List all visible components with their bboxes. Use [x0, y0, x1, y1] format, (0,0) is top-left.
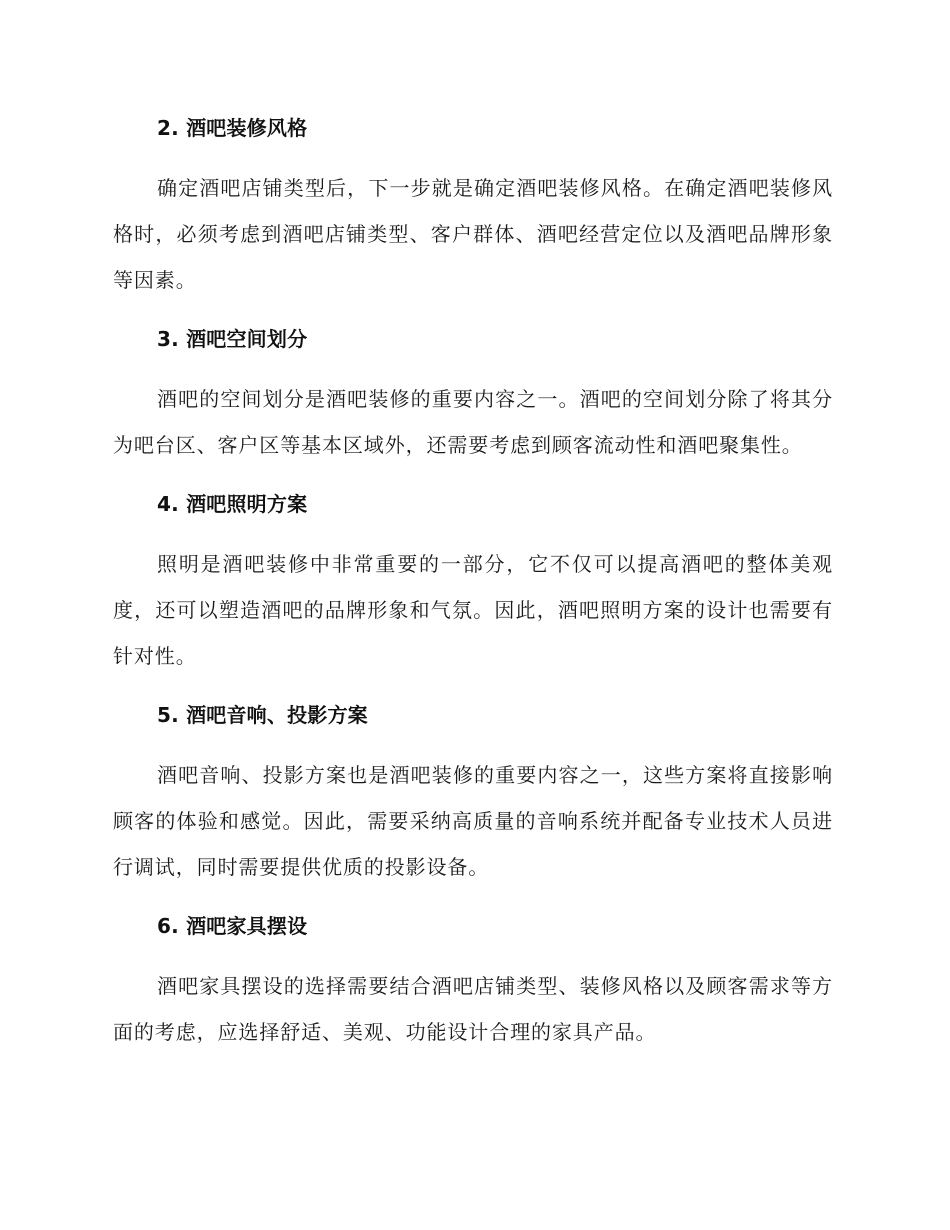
- section-lighting-plan: [113, 484, 833, 679]
- section-audio-projection-plan: [113, 695, 833, 890]
- section-paragraph: 照明是酒吧装修中非常重要的一部分，它不仅可以提高酒吧的整体美观度，还可以塑造酒吧的品牌形象和气氛。因此，酒吧照明方案的设计也需要有针对性。: [113, 552, 833, 668]
- section-furniture-layout: [113, 906, 833, 1055]
- section-paragraph: 酒吧的空间划分是酒吧装修的重要内容之一。酒吧的空间划分除了将其分为吧台区、客户区等基本区域外，还需要考虑到顾客流动性和酒吧聚集性。: [113, 387, 833, 457]
- section-heading: 5. 酒吧音响、投影方案: [157, 703, 368, 727]
- section-decoration-style: [113, 108, 833, 303]
- section-paragraph: 酒吧音响、投影方案也是酒吧装修的重要内容之一，这些方案将直接影响顾客的体验和感觉。因此，需要采纳高质量的音响系统并配备专业技术人员进行调试，同时需要提供优质的投影设备。: [113, 763, 833, 879]
- section-paragraph: 酒吧家具摆设的选择需要结合酒吧店铺类型、装修风格以及顾客需求等方面的考虑，应选择舒适、美观、功能设计合理的家具产品。: [113, 974, 833, 1044]
- section-heading: 2. 酒吧装修风格: [157, 116, 308, 140]
- section-heading: 6. 酒吧家具摆设: [157, 914, 308, 938]
- section-heading: 4. 酒吧照明方案: [157, 492, 308, 516]
- section-space-division: [113, 319, 833, 468]
- section-paragraph: 确定酒吧店铺类型后，下一步就是确定酒吧装修风格。在确定酒吧装修风格时，必须考虑到酒吧店铺类型、客户群体、酒吧经营定位以及酒吧品牌形象等因素。: [113, 176, 833, 292]
- document-content: [113, 108, 833, 1071]
- section-heading: 3. 酒吧空间划分: [157, 327, 308, 351]
